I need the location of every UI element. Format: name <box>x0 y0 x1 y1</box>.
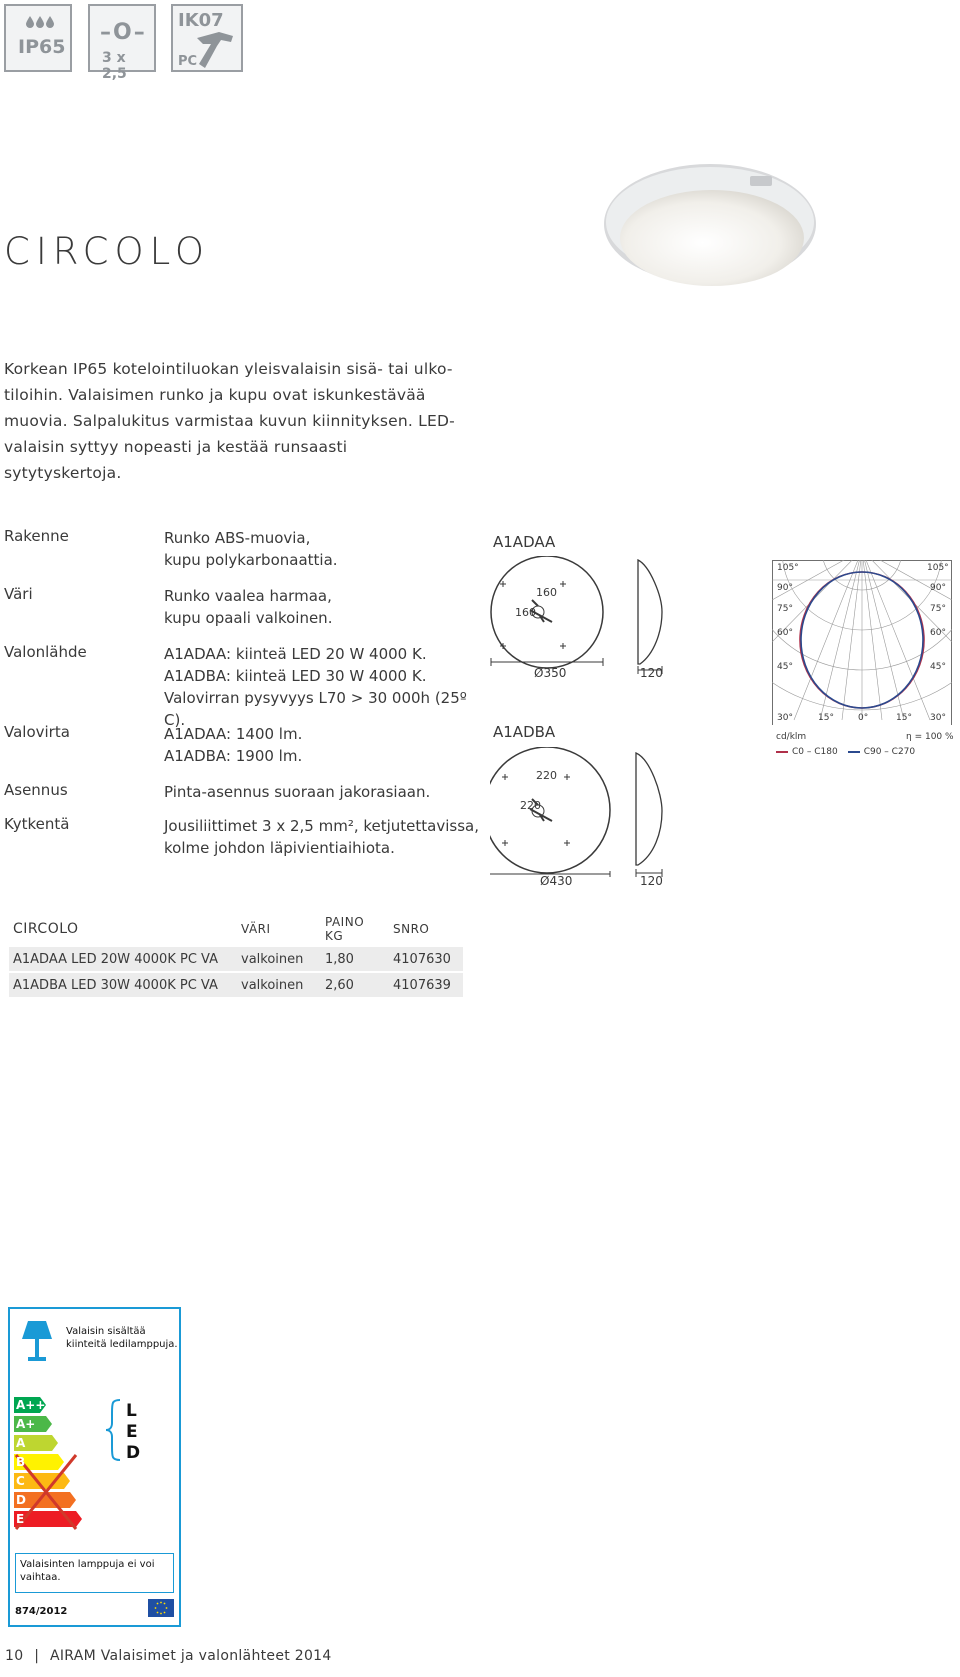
angle-bottom-0: 0° <box>858 713 869 723</box>
angle-left-75: 75° <box>777 604 793 614</box>
legend-swatch-c90 <box>848 751 860 753</box>
cell-weight: 1,80 <box>321 946 389 972</box>
water-drops-icon <box>25 14 55 34</box>
col-header-snro: SNRO <box>393 922 430 936</box>
cell-color: valkoinen <box>237 946 321 972</box>
drawing-label-a1adba: A1ADBA <box>493 723 556 741</box>
lamp-icon <box>22 1321 52 1367</box>
polar-legend <box>776 747 915 757</box>
ip65-badge <box>4 4 72 72</box>
product-table <box>9 913 463 997</box>
spec-line: A1ADBA: kiinteä LED 30 W 4000 K. <box>164 667 427 685</box>
col-header-product: CIRCOLO <box>13 921 79 937</box>
angle-bottom-15-right: 15° <box>896 713 912 723</box>
hole-height-a: 160 <box>515 606 536 619</box>
spec-value-vari <box>164 585 484 629</box>
not-replaceable-box <box>15 1553 174 1593</box>
cell-product: A1ADBA LED 30W 4000K PC VA <box>9 972 237 997</box>
cell-snro: 4107630 <box>389 946 463 972</box>
spec-line: Pinta-asennus suoraan jakorasiaan. <box>164 783 431 801</box>
page-footer <box>5 1648 332 1664</box>
angle-right-60: 60° <box>930 628 946 638</box>
polar-efficiency: η = 100 % <box>906 732 954 742</box>
energy-label <box>8 1307 181 1627</box>
ip-rating-text: IP65 <box>18 36 66 58</box>
product-title: CIRCOLO <box>4 230 210 273</box>
spec-line: kupu polykarbonaattia. <box>164 551 338 569</box>
eu-flag-icon <box>148 1599 174 1621</box>
angle-right-90: 90° <box>930 583 946 593</box>
class-ap: A+ <box>16 1417 36 1431</box>
class-a: A <box>16 1436 26 1450</box>
spec-line: Runko vaalea harmaa, <box>164 587 332 605</box>
class-c: C <box>16 1474 25 1488</box>
angle-right-45: 45° <box>930 662 946 672</box>
fixed-leds-text: Valaisin sisältää kiinteitä ledilamppuja. <box>66 1326 178 1350</box>
led-letters <box>126 1401 140 1464</box>
spec-value-valovirta <box>164 723 484 767</box>
angle-bottom-15-left: 15° <box>818 713 834 723</box>
hammer-icon <box>193 28 239 74</box>
hole-width-a: 160 <box>536 586 557 599</box>
spec-line: Runko ABS-muovia, <box>164 529 311 547</box>
cell-snro: 4107639 <box>389 972 463 997</box>
angle-right-105: 105° <box>927 563 949 573</box>
description-line: Korkean IP65 kotelointiluokan yleisvalaisin sisä- tai ulko- <box>4 360 453 378</box>
spec-line: kupu opaali valkoinen. <box>164 609 333 627</box>
footer-text: AIRAM Valaisimet ja valonlähteet 2014 <box>49 1648 332 1664</box>
spec-value-rakenne <box>164 527 484 571</box>
cable-symbol: –O– <box>100 20 147 45</box>
polar-unit: cd/klm <box>776 732 807 742</box>
spec-label-asennus: Asennus <box>4 781 68 799</box>
legend-label-c0: C0 – C180 <box>792 747 838 757</box>
product-photo <box>600 164 822 296</box>
led-letter: D <box>126 1443 141 1463</box>
led-letter: L <box>126 1401 137 1421</box>
angle-left-90: 90° <box>777 583 793 593</box>
class-e: E <box>16 1512 25 1526</box>
table-header-row <box>9 913 463 946</box>
description-line: tiloihin. Valaisimen runko ja kupu ovat iskunkestävää <box>4 386 426 404</box>
cell-weight: 2,60 <box>321 972 389 997</box>
table-row <box>9 972 463 997</box>
class-app: A++ <box>16 1398 46 1412</box>
hole-height-b: 220 <box>520 799 541 812</box>
diameter-b: Ø430 <box>540 874 573 888</box>
diameter-a: Ø350 <box>534 666 567 680</box>
spec-label-kytkenta: Kytkentä <box>4 815 70 833</box>
description-line: muovia. Salpalukitus varmistaa kuvun kiinnityksen. LED- <box>4 412 455 430</box>
impact-rating-text: IK07 <box>178 10 224 31</box>
description-line: valaisin syttyy nopeasti ja kestää runsaasti sytytyskertoja. <box>4 438 348 482</box>
brace-icon <box>104 1399 122 1465</box>
table-row <box>9 946 463 972</box>
product-description <box>4 356 466 486</box>
spec-line: kolme johdon läpivientiaihiota. <box>164 839 395 857</box>
ik07-badge <box>171 4 243 72</box>
class-b: B <box>16 1455 26 1469</box>
cell-color: valkoinen <box>237 972 321 997</box>
drawing-a1adaa <box>490 556 690 700</box>
height-a: 120 <box>640 666 663 680</box>
cell-product: A1ADAA LED 20W 4000K PC VA <box>9 946 237 972</box>
spec-label-valovirta: Valovirta <box>4 723 70 741</box>
spec-line: A1ADAA: 1400 lm. <box>164 725 303 743</box>
polar-light-distribution-diagram <box>772 560 952 729</box>
spec-value-valonlahde <box>164 643 484 731</box>
angle-left-60: 60° <box>777 628 793 638</box>
spec-label-rakenne: Rakenne <box>4 527 69 545</box>
spec-value-kytkenta <box>164 815 494 859</box>
spec-label-valonlahde: Valonlähde <box>4 643 87 661</box>
angle-left-105: 105° <box>777 563 799 573</box>
angle-right-30: 30° <box>930 713 946 723</box>
legend-label-c90: C90 – C270 <box>863 747 916 757</box>
footer-separator: | <box>34 1648 40 1664</box>
drawing-label-a1adaa: A1ADAA <box>493 533 556 551</box>
impact-material-text: PC <box>178 54 198 69</box>
angle-left-30: 30° <box>777 713 793 723</box>
cable-badge <box>88 4 156 82</box>
cable-spec-text: 3 x 2,5 <box>102 50 127 82</box>
spec-line: A1ADBA: 1900 lm. <box>164 747 303 765</box>
regulation-number: 874/2012 <box>15 1606 68 1617</box>
class-d: D <box>16 1493 26 1507</box>
legend-swatch-c0 <box>776 751 788 753</box>
spec-value-asennus <box>164 781 484 803</box>
page-number: 10 <box>5 1648 24 1664</box>
col-header-color: VÄRI <box>241 922 271 936</box>
drawing-a1adba <box>490 747 690 901</box>
angle-left-45: 45° <box>777 662 793 672</box>
led-letter: E <box>126 1422 138 1442</box>
spec-line: A1ADAA: kiinteä LED 20 W 4000 K. <box>164 645 427 663</box>
spec-line: Valovirran pysyvyys L70 > 30 000h (25º C). <box>164 689 467 729</box>
spec-label-vari: Väri <box>4 585 33 603</box>
not-replaceable-text: Valaisinten lamppuja ei voi vaihtaa. <box>20 1559 155 1583</box>
hole-width-b: 220 <box>536 769 557 782</box>
height-b: 120 <box>640 874 663 888</box>
angle-right-75: 75° <box>930 604 946 614</box>
col-header-weight: PAINO KG <box>325 915 365 943</box>
spec-line: Jousiliittimet 3 x 2,5 mm², ketjutettavissa, <box>164 817 479 835</box>
